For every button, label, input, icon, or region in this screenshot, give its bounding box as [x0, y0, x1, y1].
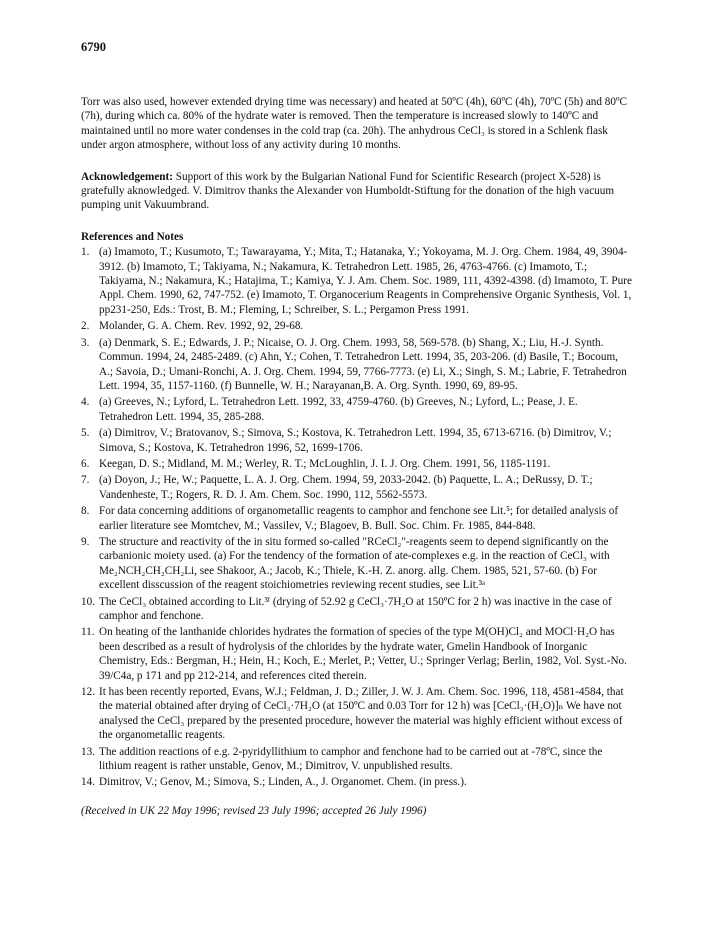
acknowledgement-heading: Acknowledgement:	[81, 170, 173, 183]
page-number: 6790	[81, 40, 106, 54]
acknowledgement	[81, 170, 634, 213]
reference-text: Keegan, D. S.; Midland, M. M.; Werley, R. T.; McLoughlin, J. I. J. Org. Chem. 1991, 56, 1185-1191.	[99, 457, 551, 470]
reference-text: The structure and reactivity of the in situ formed so-called "RCeCl₂"-reagents seem to depend significantly on the carbanionic moiety used. (a) For the tendency of the formation of ate-complexes e.g. in the reaction of CeCl₃ with Me₂NCH₂CH₂CH₂Li, see Shakoor, A.; Jacob, K.; Thiele, K.-H. Z. anorg. allg. Chem. 1985, 521, 57-60. (b) For excellent disscussion of the reagent stoichiometries reviewing recent studies, see Lit.³ᵃ	[99, 535, 610, 592]
reference-text: The addition reactions of e.g. 2-pyridyllithium to camphor and fenchone had to be carried out at -78ºC, since the lithium reagent is rather unstable, Genov, M.; Dimitrov, V. unpublished results.	[99, 745, 603, 773]
references-heading: References and Notes	[81, 230, 184, 243]
reference-item	[81, 535, 634, 593]
reference-number: 3.	[81, 336, 90, 349]
reference-item	[81, 395, 634, 424]
reference-text: On heating of the lanthanide chlorides hydrates the formation of species of the type M(OH)Cl₂ and MOCl·H₂O has been described as a result of hydrolysis of the chlorides by the hydrate water, Gmelin Handbook of Inorganic Chemistry, Eds.: Bergman, H.; Hein, H.; Koch, E.; Merlet, P.; Vetter, U.; Springer Verlag; Berlin, 1982, Vol. Syst.-No. 39/C4a, p 171 and pp 212-214, and references cited therein.	[99, 626, 627, 682]
reference-number: 8.	[81, 505, 90, 518]
reference-number: 4.	[81, 396, 90, 409]
reference-number: 5.	[81, 427, 90, 440]
reference-item	[81, 426, 634, 455]
reference-text: The CeCl₃ obtained according to Lit.³ᶠ (drying of 52.92 g CeCl₃·7H₂O at 150ºC for 2 h) was inactive in the case of camphor and fenchone.	[99, 595, 612, 622]
page-body	[81, 95, 634, 818]
reference-list	[81, 245, 634, 790]
reference-text: (a) Doyon, J.; He, W.; Paquette, L. A. J. Org. Chem. 1994, 59, 2033-2042. (b) Paquette, L. A.; DeRussy, D. T.; Vandenheste, T.; Rogers, R. D. J. Am. Chem. Soc. 1990, 112, 5562-5573.	[99, 474, 593, 501]
reference-number: 9.	[81, 535, 90, 548]
reference-number: 10.	[81, 595, 95, 608]
reference-item	[81, 775, 634, 789]
reference-text: (a) Denmark, S. E.; Edwards, J. P.; Nicaise, O. J. Org. Chem. 1993, 58, 569-578. (b) Shang, X.; Liu, H.-J. Synth. Commun. 1994, 24, 2485-2489. (c) Ahn, Y.; Cohen, T. Tetrahedron Lett. 1994, 35, 203-206. (d) Basile, T.; Bocoum, A.; Savoia, D.; Umani-Ronchi, A. J. Org. Chem. 1994, 59, 7766-7773. (e) Li, X.; Singh, S. M.; Labrie, F. Tetrahedron Lett. 1994, 35, 1157-1160. (f) Bunnelle, W. H.; Narayanan,B. A. Org. Synth. 1990, 69, 89-95.	[99, 336, 627, 392]
reference-item	[81, 625, 634, 683]
reference-text: Dimitrov, V.; Genov, M.; Simova, S.; Linden, A., J. Organomet. Chem. (in press.).	[99, 776, 467, 789]
paragraph-drying-procedure: Torr was also used, however extended drying time was necessary) and heated at 50ºC (4h), 60ºC (4h), 70ºC (5h) and 80ºC (7h), during which ca. 80% of the hydrate water is removed. Then the temperature is increased slowly to 140ºC and maintained until no more water condenses in the cold trap (ca. 20h). The anhydrous CeCl₃ is stored in a Schlenk flask under argon atmosphere, without loss of any activity during 10 months.	[81, 96, 627, 152]
reference-text: It has been recently reported, Evans, W.J.; Feldman, J. D.; Ziller, J. W. J. Am. Chem. Soc. 1996, 118, 4581-4584, that the material obtained after drying of CeCl₃·7H₂O (at 150ºC and 0.03 Torr for 12 h) was [CeCl₃·(H₂O)]ₙ We have not analysed the CeCl₃ prepared by the presented procedure, however the material was highly efficient without excess of the organometallic reagents.	[99, 686, 624, 742]
reference-number: 12.	[81, 686, 95, 699]
reference-text: Molander, G. A. Chem. Rev. 1992, 92, 29-68.	[99, 320, 304, 333]
reference-item	[81, 336, 634, 394]
reference-number: 7.	[81, 474, 90, 487]
acknowledgement-text: Support of this work by the Bulgarian National Fund for Scientific Research (project X-528) is gratefully aknowledged. V. Dimitrov thanks the Alexander von Humboldt-Stiftung for the donation of the high vacuum pumping unit Vakuumbrand.	[81, 170, 615, 212]
reference-item	[81, 685, 634, 743]
reference-item	[81, 504, 634, 533]
reference-item	[81, 319, 634, 333]
reference-number: 1.	[81, 246, 90, 259]
reference-item	[81, 245, 634, 317]
reference-number: 2.	[81, 320, 90, 333]
reference-item	[81, 595, 634, 624]
reference-item	[81, 473, 634, 502]
reference-number: 6.	[81, 457, 90, 470]
reference-text: (a) Dimitrov, V.; Bratovanov, S.; Simova, S.; Kostova, K. Tetrahedron Lett. 1994, 35, 6713-6716. (b) Dimitrov, V.; Simova, S.; Kostova, K. Tetrahedron 1996, 52, 1699-1706.	[99, 427, 612, 454]
reference-number: 14.	[81, 776, 95, 789]
reference-text: For data concerning additions of organometallic reagents to camphor and fenchone see Lit.⁵; for detailed analysis of earlier literature see Momtchev, M.; Vassilev, V.; Blagoev, B. Bull. Soc. Chim. Fr. 1985, 844-848.	[99, 505, 619, 532]
reference-item	[81, 745, 634, 774]
reference-text: (a) Greeves, N.; Lyford, L. Tetrahedron Lett. 1992, 33, 4759-4760. (b) Greeves, N.; Lyford, L.; Pease, J. E. Tetrahedron Lett. 1994, 35, 285-288.	[99, 396, 578, 423]
reference-number: 11.	[81, 626, 95, 639]
reference-number: 13.	[81, 745, 95, 758]
reference-item	[81, 457, 634, 471]
received-dates: (Received in UK 22 May 1996; revised 23 July 1996; accepted 26 July 1996)	[81, 804, 427, 817]
reference-text: (a) Imamoto, T.; Kusumoto, T.; Tawarayama, Y.; Mita, T.; Hatanaka, Y.; Yokoyama, M. J. Org. Chem. 1984, 49, 3904-3912. (b) Imamoto, T.; Takiyama, N.; Nakamura, K. Tetrahedron Lett. 1985, 26, 4763-4766. (c) Imamoto, T.; Takiyama, N.; Nakamura, K.; Hatajima, T.; Kamiya, Y. J. Am. Chem. Soc. 1989, 111, 4392-4398. (d) Imamoto, T. Pure Appl. Chem. 1990, 62, 747-752. (e) Imamoto, T. Organocerium Reagents in Comprehensive Organic Synthesis, Vol. 1, pp231-250, Eds.: Trost, B. M.; Fleming, I.; Schreiber, S. L.; Pergamon Press 1991.	[99, 246, 632, 316]
